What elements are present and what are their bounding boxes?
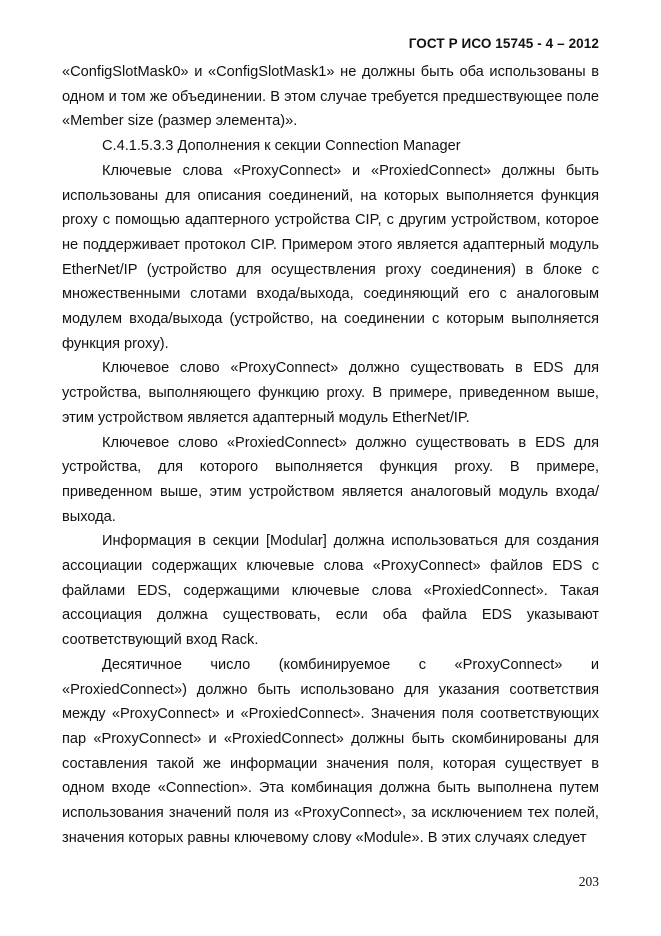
body-text bbox=[62, 60, 599, 851]
paragraph-proxyconnect: Ключевое слово «ProxyConnect» должно существовать в EDS для устройства, выполняющего функцию proxy. В примере, приведенном выше, этим устройством является адаптерный модуль EtherNet/IP. bbox=[62, 360, 599, 426]
paragraph-config-slot-mask: «ConfigSlotMask0» и «ConfigSlotMask1» не должны быть оба использованы в одном и том же объединении. В этом случае требуется предшествующее поле «Member size (размер элемента)». bbox=[62, 64, 599, 130]
section-heading-connection-manager: С.4.1.5.3.3 Дополнения к секции Connection Manager bbox=[102, 138, 461, 155]
paragraph-modular-section: Информация в секции [Modular] должна использоваться для создания ассоциации содержащих ключевые слова «ProxyConnect» файлов EDS с файлами EDS, содержащими ключевые слова «ProxiedConnect». Такая ассоциация должна существовать, если оба файла EDS указывают соответствующий вход Rack. bbox=[62, 533, 599, 649]
page-number: 203 bbox=[578, 874, 599, 889]
standard-header: ГОСТ Р ИСО 15745 - 4 – 2012 bbox=[408, 36, 599, 51]
paragraph-decimal-number: Десятичное число (комбинируемое с «ProxyConnect» и «ProxiedConnect») должно быть использовано для указания соответствия между «ProxyConnect» и «ProxiedConnect». Значения поля соответствующих пар «ProxyConnect» и «ProxiedConnect» должны быть скомбинированы для составления такой же информации значения поля, которая существует в одном входе «Connection». Эта комбинация должна быть выполнена путем использования значений поля из «ProxyConnect», за исключением тех полей, значения которых равны ключевому слову «Module». В этих случаях следует bbox=[62, 656, 599, 846]
paragraph-proxy-keywords: Ключевые слова «ProxyConnect» и «ProxiedConnect» должны быть использованы для описания соединений, на которых выполняется функция proxy с помощью адаптерного устройства CIP, с другим устройством, которое не поддерживает протокол CIP. Примером этого является адаптерный модуль EtherNet/IP (устройство для осуществления proxy соединения) в блоке с множественными слотами входа/выхода, соединяющий его с аналоговым модулем входа/выхода (устройство, на соединении с которым выполняется функция proxy). bbox=[62, 162, 599, 352]
paragraph-proxiedconnect: Ключевое слово «ProxiedConnect» должно существовать в EDS для устройства, для которого выполняется функция proxy. В примере, приведенном выше, этим устройством является аналоговый модуль входа/выхода. bbox=[62, 434, 599, 525]
